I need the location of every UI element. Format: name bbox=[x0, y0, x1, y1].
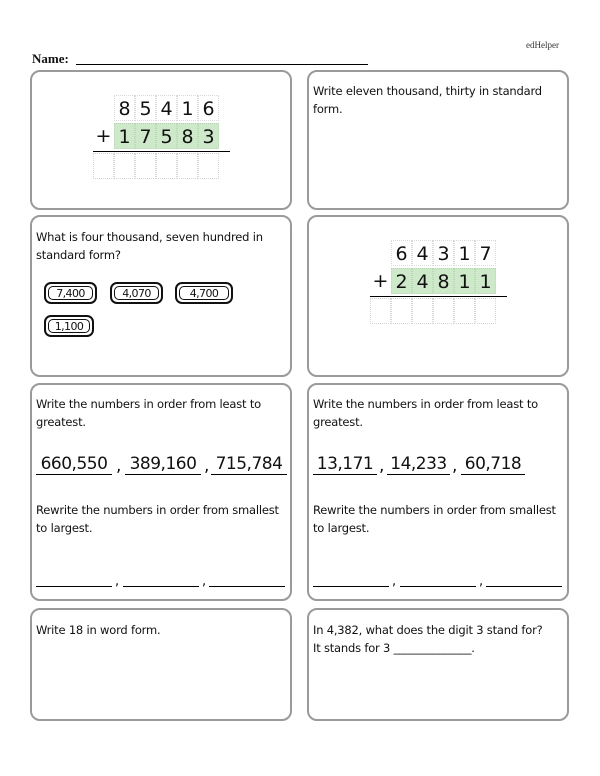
problem-text: Write eleven thousand, thirty in standard form. bbox=[313, 84, 542, 116]
answer-blank[interactable] bbox=[36, 585, 112, 587]
top-digit: 1 bbox=[454, 240, 475, 266]
top-digit: 7 bbox=[475, 240, 496, 266]
comma: , bbox=[452, 456, 458, 476]
bottom-digit: 5 bbox=[156, 123, 177, 149]
bottom-digit: 4 bbox=[412, 268, 433, 294]
bottom-digit: 2 bbox=[391, 268, 412, 294]
problem-card-4 bbox=[307, 215, 569, 377]
answer-cell[interactable] bbox=[412, 298, 433, 324]
answer-choice[interactable] bbox=[44, 315, 94, 337]
problem-text: In 4,382, what does the digit 3 stand for? bbox=[313, 623, 543, 637]
order-number: 60,718 bbox=[461, 454, 525, 475]
answer-blank[interactable] bbox=[486, 585, 562, 587]
problem-answer-prompt: It stands for 3 ______________. bbox=[313, 641, 475, 655]
bottom-digit: 1 bbox=[475, 268, 496, 294]
top-digit: 4 bbox=[412, 240, 433, 266]
answer-cell[interactable] bbox=[114, 153, 135, 179]
top-digit: 6 bbox=[391, 240, 412, 266]
answer-cell[interactable] bbox=[93, 153, 114, 179]
answer-cell[interactable] bbox=[475, 298, 496, 324]
problem-card-8 bbox=[307, 608, 569, 721]
answer-choice[interactable] bbox=[44, 282, 97, 304]
problem-text: Write the numbers in order from least to greatest. bbox=[313, 397, 538, 429]
top-digit: 4 bbox=[156, 95, 177, 121]
answer-cell[interactable] bbox=[177, 153, 198, 179]
comma: , bbox=[392, 574, 397, 589]
bottom-digit: 8 bbox=[433, 268, 454, 294]
problem-card-7 bbox=[30, 608, 292, 721]
answer-blank[interactable] bbox=[209, 585, 285, 587]
order-number: 14,233 bbox=[387, 454, 450, 475]
top-digit: 1 bbox=[177, 95, 198, 121]
bottom-digit: 8 bbox=[177, 123, 198, 149]
answer-cell[interactable] bbox=[156, 153, 177, 179]
answer-cell[interactable] bbox=[454, 298, 475, 324]
plus-sign: + bbox=[372, 270, 389, 292]
bottom-digit: 7 bbox=[135, 123, 156, 149]
choice-label: 4,700 bbox=[179, 286, 229, 300]
answer-blank[interactable] bbox=[313, 585, 389, 587]
problem-card-6 bbox=[307, 383, 569, 601]
answer-cell[interactable] bbox=[433, 298, 454, 324]
problem-card-3 bbox=[30, 215, 292, 377]
order-number: 389,160 bbox=[125, 454, 201, 475]
bottom-digit: 1 bbox=[114, 123, 135, 149]
choice-label: 1,100 bbox=[48, 319, 90, 333]
problem-card-2 bbox=[307, 70, 569, 210]
comma: , bbox=[202, 574, 207, 589]
answer-cell[interactable] bbox=[370, 298, 391, 324]
order-number: 13,171 bbox=[313, 454, 377, 475]
problem-card-5 bbox=[30, 383, 292, 601]
name-input-line[interactable] bbox=[76, 64, 368, 65]
rewrite-instruction: Rewrite the numbers in order from smallest to largest. bbox=[313, 503, 556, 535]
answer-cell[interactable] bbox=[198, 153, 219, 179]
problem-text: Write 18 in word form. bbox=[36, 623, 161, 637]
top-digit: 6 bbox=[198, 95, 219, 121]
answer-choice[interactable] bbox=[175, 282, 233, 304]
rewrite-instruction: Rewrite the numbers in order from smallest to largest. bbox=[36, 503, 279, 535]
choice-label: 7,400 bbox=[48, 286, 93, 300]
order-number: 715,784 bbox=[211, 454, 287, 475]
comma: , bbox=[115, 574, 120, 589]
answer-cell[interactable] bbox=[391, 298, 412, 324]
comma: , bbox=[379, 456, 385, 476]
answer-cell[interactable] bbox=[135, 153, 156, 179]
choice-label: 4,070 bbox=[114, 286, 159, 300]
top-digit: 8 bbox=[114, 95, 135, 121]
comma: , bbox=[479, 574, 484, 589]
brand-label: edHelper bbox=[526, 40, 559, 50]
name-label: Name: bbox=[32, 51, 69, 66]
problem-text: Write the numbers in order from least to greatest. bbox=[36, 397, 261, 429]
top-digit: 3 bbox=[433, 240, 454, 266]
sum-rule bbox=[370, 296, 507, 297]
order-number: 660,550 bbox=[36, 454, 112, 475]
plus-sign: + bbox=[95, 125, 112, 147]
sum-rule bbox=[93, 151, 230, 152]
answer-choice[interactable] bbox=[110, 282, 163, 304]
comma: , bbox=[204, 456, 210, 476]
answer-blank[interactable] bbox=[123, 585, 199, 587]
comma: , bbox=[116, 456, 122, 476]
answer-blank[interactable] bbox=[400, 585, 476, 587]
problem-card-1 bbox=[30, 70, 292, 210]
top-digit: 5 bbox=[135, 95, 156, 121]
bottom-digit: 1 bbox=[454, 268, 475, 294]
bottom-digit: 3 bbox=[198, 123, 219, 149]
problem-text: What is four thousand, seven hundred in standard form? bbox=[36, 230, 263, 262]
